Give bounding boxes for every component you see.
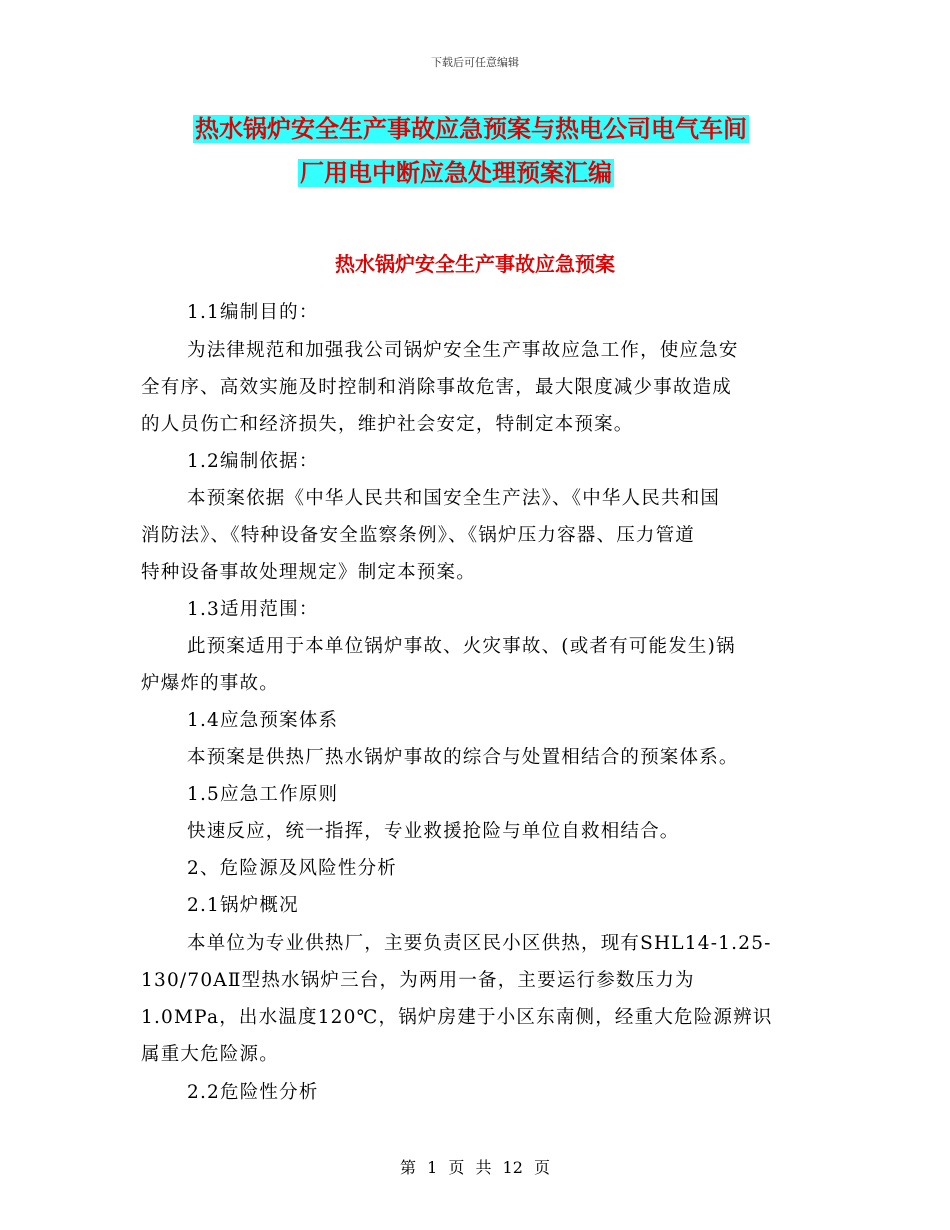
heading-1-1: 1.1编制目的： [187, 302, 319, 323]
paragraph-line: 炉爆炸的事故。 [141, 673, 279, 694]
page-number-footer: 第 1 页 共 12 页 [400, 1158, 550, 1177]
paragraph-line: 属重大危险源。 [141, 1044, 279, 1065]
paragraph-line: 快速反应，统一指挥，专业救援抢险与单位自救相结合。 [187, 821, 680, 842]
paragraph-line: 本预案依据《中华人民共和国安全生产法》、《中华人民共和国 [187, 488, 721, 509]
heading-2: 2、危险源及风险性分析 [187, 858, 397, 879]
page-header-note: 下载后可任意编辑 [431, 56, 519, 69]
heading-1-4: 1.4应急预案体系 [187, 710, 339, 731]
document-title-line-2: 厂用电中断应急处理预案汇编 [300, 159, 612, 187]
heading-1-5: 1.5应急工作原则 [187, 784, 339, 805]
paragraph-line: 本单位为专业供热厂，主要负责区民小区供热，现有SHL14-1.25- [187, 933, 772, 954]
paragraph-line: 的人员伤亡和经济损失，维护社会安定，特制定本预案。 [141, 414, 634, 435]
paragraph-line: 本预案是供热厂热水锅炉事故的综合与处置相结合的预案体系。 [187, 747, 739, 768]
heading-1-3: 1.3适用范围： [187, 599, 319, 620]
heading-2-2: 2.2危险性分析 [187, 1082, 319, 1103]
paragraph-line: 特种设备事故处理规定》制定本预案。 [141, 562, 476, 583]
paragraph-line: 全有序、高效实施及时控制和消除事故危害，最大限度减少事故造成 [141, 377, 733, 398]
document-title-line-1: 热水锅炉安全生产事故应急预案与热电公司电气车间 [195, 115, 747, 143]
heading-2-1: 2.1锅炉概况 [187, 895, 299, 916]
paragraph-line: 1.0MPa，出水温度120℃，锅炉房建于小区东南侧，经重大危险源辨识 [141, 1007, 773, 1028]
heading-1-2: 1.2编制依据： [187, 451, 319, 472]
paragraph-line: 消防法》、《特种设备安全监察条例》、《锅炉压力容器、压力管道 [141, 525, 696, 546]
paragraph-line: 130/70AⅡ型热水锅炉三台，为两用一备，主要运行参数压力为 [141, 970, 695, 991]
section-title: 热水锅炉安全生产事故应急预案 [335, 252, 615, 276]
paragraph-line: 此预案适用于本单位锅炉事故、火灾事故、(或者有可能发生)锅 [187, 636, 736, 657]
paragraph-line: 为法律规范和加强我公司锅炉安全生产事故应急工作，使应急安 [187, 340, 739, 361]
